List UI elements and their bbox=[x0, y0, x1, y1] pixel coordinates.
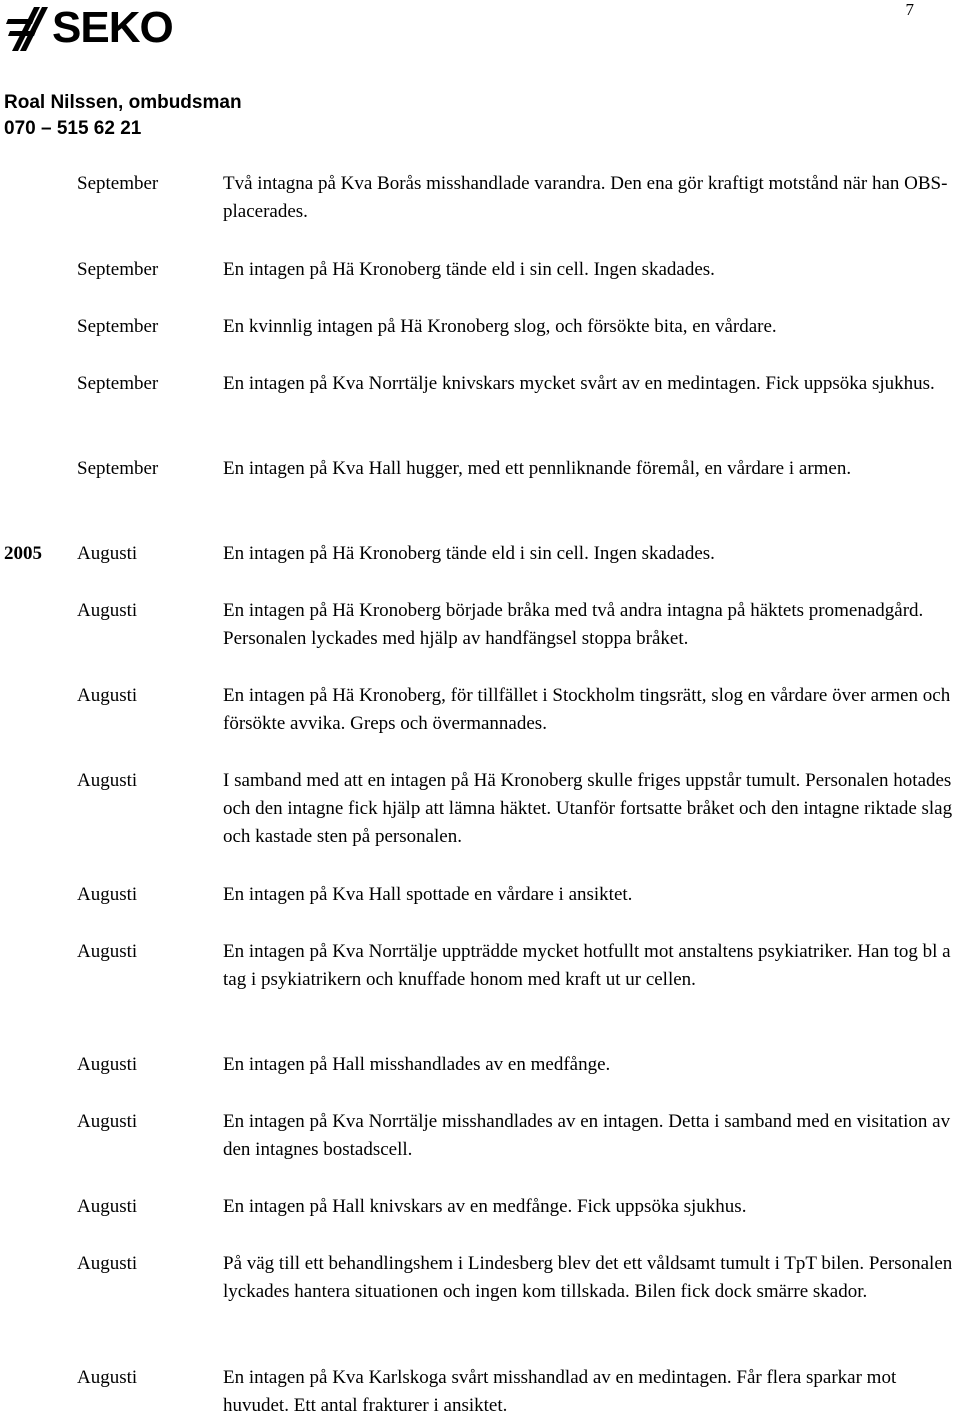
entry-text: En intagen på Kva Norrtälje uppträdde mycket hotfullt mot anstaltens psykiatriker. Han tog bl a tag i psykiatrikern och knuffade honom med kraft ut ur cellen. bbox=[223, 941, 951, 990]
contact-phone: 070 – 515 62 21 bbox=[4, 118, 142, 139]
entry-text: En intagen på Hall knivskars av en medfånge. Fick uppsöka sjukhus. bbox=[223, 1196, 747, 1217]
entry-month: Augusti bbox=[77, 1196, 138, 1217]
entry-text: I samband med att en intagen på Hä Kronoberg skulle friges uppstår tumult. Personalen hotades och den intagne fick hjälp att lämna häktet. Utanför fortsatte bråket och den intagne riktade slag och kastade sten på personalen. bbox=[223, 770, 953, 847]
entry-text: En intagen på Kva Hall spottade en vårdare i ansiktet. bbox=[223, 884, 633, 905]
entry-month: Augusti bbox=[77, 770, 138, 791]
logo-text: SEKO bbox=[52, 3, 173, 52]
entry-text: En intagen på Hä Kronoberg, för tillfället i Stockholm tingsrätt, slog en vårdare över armen och försökte avvika. Greps och övermannades. bbox=[223, 685, 951, 734]
entry-month: Augusti bbox=[77, 1253, 138, 1274]
entry-text: En intagen på Hä Kronoberg tände eld i sin cell. Ingen skadades. bbox=[223, 543, 715, 564]
seko-logo bbox=[4, 2, 173, 54]
entry-text: En kvinnlig intagen på Hä Kronoberg slog, och försökte bita, en vårdare. bbox=[223, 316, 777, 337]
entry-text: En intagen på Kva Hall hugger, med ett pennliknande föremål, en vårdare i armen. bbox=[223, 458, 852, 479]
entry-month: September bbox=[77, 259, 159, 280]
entry-text: En intagen på Kva Karlskoga svårt misshandlad av en medintagen. Får flera sparkar mot huvudet. Ett antal frakturer i ansiktet. bbox=[223, 1367, 897, 1416]
entry-month: September bbox=[77, 316, 159, 337]
page-number: 7 bbox=[905, 0, 914, 19]
contact-block bbox=[4, 90, 242, 142]
seko-logo-icon bbox=[4, 3, 54, 53]
entry-month: Augusti bbox=[77, 1111, 138, 1132]
entry-month: September bbox=[77, 373, 159, 394]
entry-month: September bbox=[77, 173, 159, 194]
entry-month: September bbox=[77, 458, 159, 479]
entry-text: En intagen på Hä Kronoberg tände eld i sin cell. Ingen skadades. bbox=[223, 259, 715, 280]
entry-month: Augusti bbox=[77, 941, 138, 962]
entry-month: Augusti bbox=[77, 884, 138, 905]
entry-text: En intagen på Hä Kronoberg började bråka med två andra intagna på häktets promenadgård. Personalen lyckades med hjälp av handfängsel stoppa bråket. bbox=[223, 600, 924, 649]
entry-month: Augusti bbox=[77, 1367, 138, 1388]
entry-year: 2005 bbox=[4, 543, 42, 564]
entry-text: En intagen på Kva Norrtälje knivskars mycket svårt av en medintagen. Fick uppsöka sjukhus. bbox=[223, 373, 935, 394]
entry-text: En intagen på Kva Norrtälje misshandlades av en intagen. Detta i samband med en visitation av den intagnes bostadscell. bbox=[223, 1111, 951, 1160]
entry-text: Två intagna på Kva Borås misshandlade varandra. Den ena gör kraftigt motstånd när han OBS-placerades. bbox=[223, 173, 948, 222]
contact-name: Roal Nilssen, ombudsman bbox=[4, 92, 242, 113]
entry-month: Augusti bbox=[77, 1054, 138, 1075]
entry-text: En intagen på Hall misshandlades av en medfånge. bbox=[223, 1054, 611, 1075]
entry-month: Augusti bbox=[77, 543, 138, 564]
entry-text: På väg till ett behandlingshem i Lindesberg blev det ett våldsamt tumult i TpT bilen. Personalen lyckades hantera situationen och ingen kom tillskada. Bilen fick dock smärre skador. bbox=[223, 1253, 953, 1302]
entry-month: Augusti bbox=[77, 685, 138, 706]
entry-month: Augusti bbox=[77, 600, 138, 621]
